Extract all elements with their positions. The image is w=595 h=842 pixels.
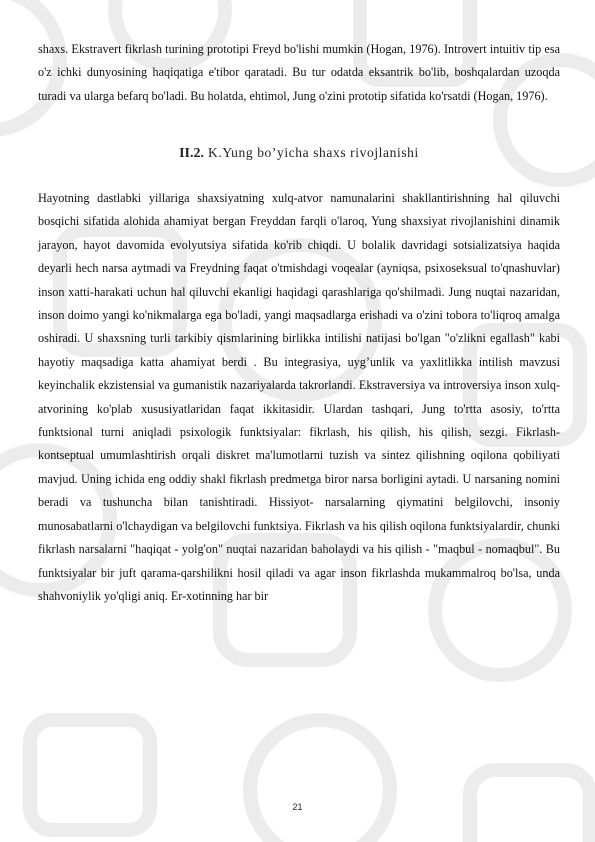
paragraph-body: Hayotning dastlabki yillariga shaxsiyatning xulq-atvor namunalarini shakllantirishning hal qiluvchi bosqichi sifatida alohida ahamiyat bergan Freyddan farqli o'laroq, Yung shaxsiyat rivojlanishini dinamik jarayon, hayot davomida evolyutsiya sifatida ko'rib chiqdi. U bolalik davridagi sotsializatsiya haqida deyarli hech narsa aytmadi va Freydning faqat o'tmishdagi voqealar (ayniqsa, psixoseksual to'qnashuvlar) inson xatti-harakati uchun hal qiluvchi ekanligi haqidagi qarashlariga qo'shilmadi. Jung nuqtai nazaridan, inson doimo yangi ko'nikmalarga ega bo'ladi, yangi maqsadlarga erishadi va o'zini tobora to'liqroq amalga oshiradi. U shaxsning turli tarkibiy qismlarining birlikka intilishi natijasi bo'lgan "o'zlikni egallash" kabi hayotiy maqsadiga katta ahamiyat berdi . Bu integrasiya, uyg’unlik va yaxlitlikka intilish mavzusi keyinchalik ekzistensial va gumanistik nazariyalarda takrorlandi. Ekstraversiya va introversiya inson xulq-atvorining ko'plab xususiyatlaridan faqat ikkitasidir. Ulardan tashqari, Jung to'rtta asosiy, to'rtta funktsional turni aniqladi psixologik funktsiyalar: fikrlash, his qilish, his qilish, sezgi. Fikrlash- kontseptual umumlashtirish orqali diskret ma'lumotlarni tuzish va sintez qilishning oqilona qobiliyati mavjud. Uning ichida eng oddiy shakl fikrlash predmetga biror narsa borligini aytadi. U narsaning nomini beradi va tushuncha bilan tanishtiradi. Hissiyot- narsalarning qiymatini belgilovchi, insoniy munosabatlarni o'lchaydigan va belgilovchi funktsiya. Fikrlash va his qilish oqilona funktsiyalardir, chunki fikrlash narsalarni "haqiqat - yolg'on" nuqtai nazaridan baholaydi va his qilish - "maqbul - nomaqbul". Bu funktsiyalar bir juft qarama-qarshilikni hosil qiladi va agar inson fikrlashda mukammalroq bo'lsa, unda shahvoniylik yo'qligi aniq. Er-xotinning har bir	[38, 191, 560, 603]
section-title: K.Yung bo’yicha shaxs rivojlanishi	[208, 145, 419, 160]
section-heading	[38, 141, 560, 166]
paragraph-intro: shaxs. Ekstravert fikrlash turining prototipi Freyd bo'lishi mumkin (Hogan, 1976). Introvert intuitiv tip esa o'z ichki dunyosining haqiqatiga e'tibor qaratadi. Bu tur odatda eksantrik bo'lib, boshqalardan uzoqda turadi va ularga befarq bo'ladi. Bu holatda, ehtimol, Jung o'zini prototip sifatida ko'rsatdi (Hogan, 1976).	[38, 42, 560, 103]
page-number: 21	[292, 802, 303, 812]
section-number: II.2.	[179, 146, 205, 161]
